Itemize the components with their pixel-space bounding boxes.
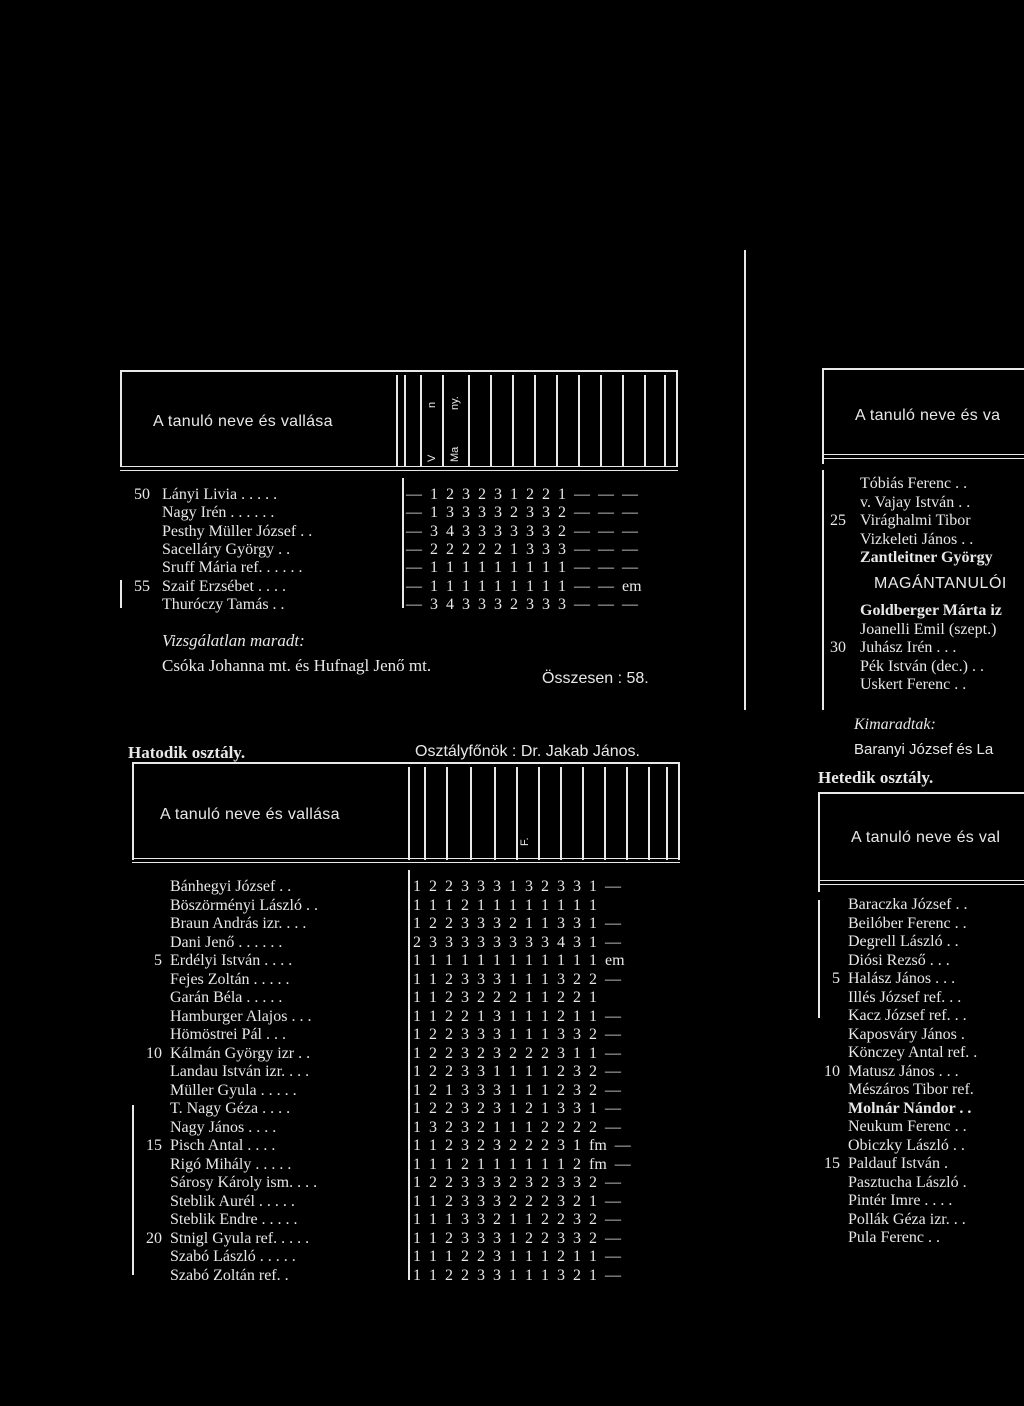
- student-name: Pisch Antal . . . .: [170, 1137, 276, 1154]
- grade-marks: 1 2 2 3 2 3 1 2 1 3 3 1 —: [413, 1100, 621, 1117]
- grade-marks: 1 1 1 3 3 2 1 1 2 2 3 2 —: [413, 1211, 621, 1228]
- student-name: Kaposváry János .: [848, 1025, 965, 1043]
- col-code-ny: ny.: [449, 396, 461, 410]
- class-title-7: Hetedik osztály.: [818, 768, 934, 787]
- student-name: Tóbiás Ferenc . .: [860, 475, 968, 492]
- row-number: 30: [830, 639, 846, 656]
- student-name: Kálmán György izr . .: [170, 1044, 311, 1062]
- student-name: Landau István izr. . . .: [170, 1063, 310, 1080]
- grade-marks: 2 3 3 3 3 3 3 3 3 4 3 1 —: [413, 933, 621, 951]
- student-name: Dani Jenő . . . . . .: [170, 933, 283, 951]
- grade-marks: 1 2 2 3 3 3 2 1 1 3 3 1 —: [413, 915, 621, 932]
- student-name: Pollák Géza izr. . .: [848, 1210, 966, 1228]
- student-name: Thuróczy Tamás . .: [162, 595, 285, 613]
- grade-marks: 1 1 2 3 3 3 2 2 2 3 2 1 —: [413, 1192, 621, 1210]
- row-number: 15: [146, 1137, 162, 1154]
- student-name: Erdélyi István . . . .: [170, 952, 293, 969]
- student-name: Pasztucha László .: [848, 1173, 967, 1191]
- student-name: Sacelláry György . .: [162, 540, 291, 558]
- grade-marks: — 2 2 2 2 2 1 3 3 3 — — —: [406, 540, 638, 558]
- student-name: Sárosy Károly ism. . . .: [170, 1174, 318, 1191]
- class-title-6: Hatodik osztály.: [128, 743, 246, 762]
- grade-marks: 1 3 2 3 2 1 1 1 2 2 2 2 —: [413, 1118, 621, 1136]
- student-name: Nagy János . . . .: [170, 1118, 277, 1136]
- grade-marks: 1 2 2 3 3 3 1 3 2 3 3 1 —: [413, 878, 621, 895]
- student-name: Braun András izr. . . .: [170, 915, 307, 932]
- grade-marks: 1 1 2 2 1 3 1 1 1 2 1 1 —: [413, 1007, 621, 1025]
- row-number: 15: [824, 1155, 840, 1172]
- grade-marks: — 1 3 3 3 3 2 3 3 2 — — —: [406, 504, 638, 522]
- table1-header-label: A tanuló neve és vallása: [153, 413, 333, 430]
- student-name: Joanelli Emil (szept.): [860, 620, 997, 638]
- student-name: Sruff Mária ref. . . . . .: [162, 559, 303, 577]
- student-name: Halász János . . .: [848, 970, 956, 987]
- private-students-title: MAGÁNTANULÓI: [874, 575, 1007, 592]
- grade-marks: 1 1 2 2 3 3 1 1 1 3 2 1 —: [413, 1266, 621, 1284]
- grade-marks: 1 1 1 2 2 3 1 1 1 2 1 1 —: [413, 1248, 621, 1265]
- student-name: Degrell László . .: [848, 933, 959, 950]
- row-number: 25: [830, 512, 846, 529]
- student-name: Virághalmi Tibor: [860, 512, 971, 529]
- student-name: Steblik Aurél . . . . .: [170, 1192, 295, 1210]
- row-number: 20: [146, 1229, 162, 1247]
- grade-marks: 1 1 2 3 3 3 1 2 2 3 3 2 —: [413, 1229, 621, 1247]
- student-name: v. Vajay István . .: [860, 493, 971, 511]
- grade-marks: — 3 4 3 3 3 3 3 3 2 — — —: [406, 522, 638, 540]
- row-number: 50: [134, 486, 150, 503]
- student-name: Steblik Endre . . . . .: [170, 1211, 298, 1228]
- grade-marks: 1 1 1 2 1 1 1 1 1 1 2 fm —: [413, 1155, 631, 1173]
- student-name: Szaif Erzsébet . . . .: [162, 577, 286, 595]
- row-number: 10: [824, 1062, 840, 1080]
- student-name: Vizkeleti János . .: [860, 530, 974, 548]
- student-name: Fejes Zoltán . . . . .: [170, 970, 290, 988]
- student-name: Stnigl Gyula ref. . . . .: [170, 1229, 310, 1247]
- col-code-v: V: [426, 454, 438, 462]
- student-name: Juhász Irén . . .: [860, 639, 957, 656]
- grade-marks: 1 2 1 3 3 3 1 1 1 2 3 2 —: [413, 1081, 621, 1099]
- student-name: Paldauf István .: [848, 1155, 948, 1172]
- row-number: 55: [134, 577, 150, 595]
- student-name: Lányi Livia . . . . .: [162, 486, 278, 503]
- student-name: Könczey Antal ref. .: [848, 1044, 978, 1061]
- table3-header-label: A tanuló neve és val: [851, 829, 1001, 846]
- student-name: Böszörményi László . .: [170, 896, 318, 914]
- grade-marks: 1 1 1 1 1 1 1 1 1 1 1 1 em: [413, 952, 625, 969]
- student-name: Pesthy Müller József . .: [162, 522, 313, 540]
- grade-marks: 1 1 2 3 2 2 2 1 1 2 2 1: [413, 989, 597, 1006]
- grade-marks: — 1 2 3 2 3 1 2 2 1 — — —: [406, 486, 638, 503]
- student-name: Beilóber Ferenc . .: [848, 914, 967, 932]
- student-name: Zantleitner György: [860, 549, 993, 566]
- row-number: 5: [832, 970, 840, 987]
- student-name: Baraczka József . .: [848, 896, 968, 913]
- student-name: Pék István (dec.) . .: [860, 657, 984, 675]
- student-name: Szabó László . . . . .: [170, 1248, 296, 1265]
- right-header-label: A tanuló neve és va: [855, 407, 1001, 424]
- grade-marks: 1 2 2 3 3 3 2 3 2 3 3 2 —: [413, 1174, 621, 1191]
- grade-marks: — 1 1 1 1 1 1 1 1 1 — — —: [406, 559, 638, 577]
- student-name: Neukum Ferenc . .: [848, 1118, 967, 1135]
- grade-marks: 1 2 2 3 3 3 1 1 1 3 3 2 —: [413, 1026, 621, 1043]
- student-name: Molnár Nándor . .: [848, 1099, 972, 1117]
- student-name: Kacz József ref. . .: [848, 1007, 967, 1024]
- student-name: Garán Béla . . . . .: [170, 989, 283, 1006]
- grade-marks: 1 1 2 3 3 3 1 1 1 3 2 2 —: [413, 970, 621, 988]
- student-name: Matusz János . . .: [848, 1062, 959, 1080]
- grade-marks: — 3 4 3 3 3 2 3 3 3 — — —: [406, 595, 638, 613]
- untested-note-text: Csóka Johanna mt. és Hufnagl Jenő mt.: [162, 656, 432, 675]
- student-name: Rigó Mihály . . . . .: [170, 1155, 292, 1173]
- student-name: Szabó Zoltán ref. .: [170, 1266, 289, 1284]
- student-name: Uskert Ferenc . .: [860, 676, 967, 693]
- student-name: Illés József ref. . .: [848, 988, 962, 1006]
- student-name: Nagy Irén . . . . . .: [162, 504, 275, 522]
- student-name: Hömöstrei Pál . . .: [170, 1026, 286, 1043]
- student-name: Pula Ferenc . .: [848, 1229, 940, 1246]
- student-name: Müller Gyula . . . . .: [170, 1081, 297, 1099]
- student-name: Obiczky László . .: [848, 1136, 965, 1154]
- row-number: 5: [154, 952, 162, 969]
- student-name: Pintér Imre . . . .: [848, 1192, 953, 1209]
- row-number: 10: [146, 1044, 162, 1062]
- grade-marks: 1 2 2 3 2 3 2 2 2 3 1 1 —: [413, 1044, 621, 1062]
- student-name: Mészáros Tibor ref.: [848, 1081, 974, 1098]
- grade-marks: 1 2 2 3 3 1 1 1 1 2 3 2 —: [413, 1063, 621, 1080]
- grade-marks: — 1 1 1 1 1 1 1 1 1 — — em: [406, 577, 642, 595]
- table2-header-label: A tanuló neve és vallása: [160, 806, 340, 823]
- left-out-text: Baranyi József és La: [854, 741, 994, 758]
- total-count: Összesen : 58.: [542, 670, 649, 687]
- grade-marks: 1 1 1 2 1 1 1 1 1 1 1 1: [413, 896, 597, 914]
- student-name: Diósi Rezső . . .: [848, 951, 950, 969]
- col-code-ma: Ma: [449, 446, 461, 462]
- col-code-n: n: [426, 401, 438, 408]
- student-name: Goldberger Márta iz: [860, 602, 1002, 619]
- student-name: Hamburger Alajos . . .: [170, 1007, 312, 1025]
- student-name: Bánhegyi József . .: [170, 878, 292, 895]
- untested-note-title: Vizsgálatlan maradt:: [162, 631, 305, 650]
- col-code-f: F.: [519, 837, 531, 846]
- left-out-title: Kimaradtak:: [854, 716, 936, 733]
- grade-marks: 1 1 2 3 2 3 2 2 2 3 1 fm —: [413, 1137, 631, 1154]
- class-teacher-6: Osztályfőnök : Dr. Jakab János.: [415, 743, 640, 760]
- student-name: T. Nagy Géza . . . .: [170, 1100, 291, 1117]
